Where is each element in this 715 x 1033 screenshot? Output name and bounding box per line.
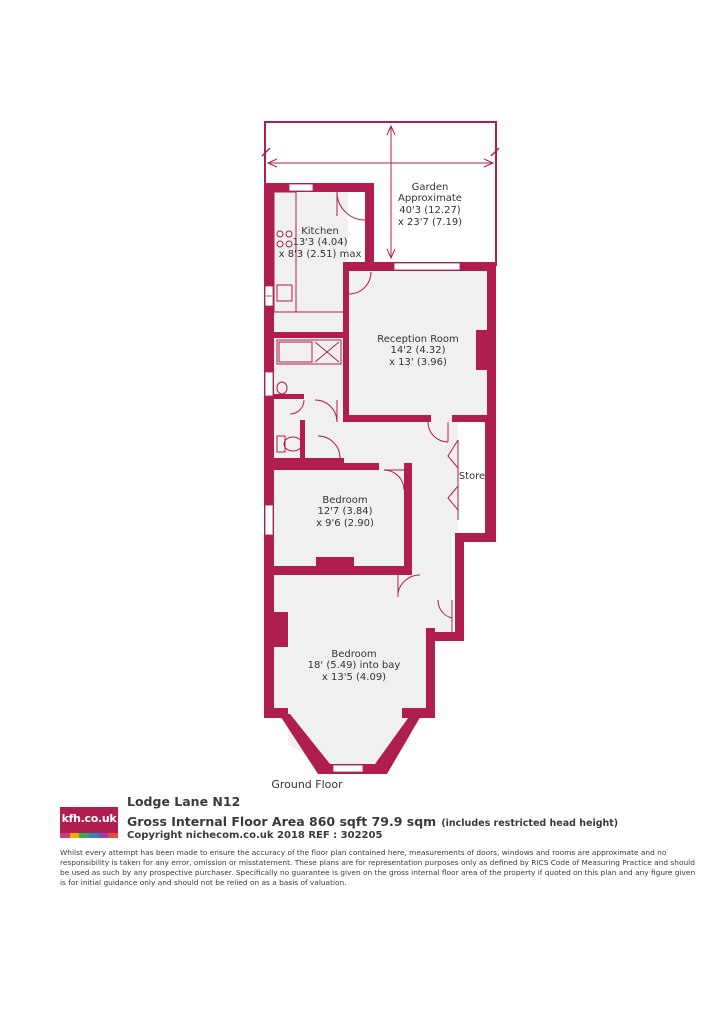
kitchen-dim-1: 13'3 (4.04) bbox=[292, 237, 348, 248]
bedroom1-dim-1: 12'7 (3.84) bbox=[317, 506, 373, 517]
bedroom2-name: Bedroom bbox=[331, 649, 377, 660]
bedroom2-dim-2: x 13'5 (4.09) bbox=[321, 672, 387, 683]
logo-stripe bbox=[99, 833, 109, 838]
floor-area-line bbox=[127, 811, 618, 830]
logo-color-bar bbox=[60, 833, 118, 838]
logo-stripe bbox=[79, 833, 89, 838]
garden-dim-2: x 23'7 (7.19) bbox=[397, 217, 463, 228]
garden-dim-1: 40'3 (12.27) bbox=[399, 205, 461, 216]
garden-name: Garden bbox=[411, 182, 449, 193]
floor-area-note: (includes restricted head height) bbox=[441, 818, 619, 829]
kfh-logo[interactable] bbox=[60, 807, 118, 838]
logo-stripe bbox=[108, 833, 118, 838]
kitchen-name: Kitchen bbox=[301, 226, 339, 237]
bedroom2-dim-1: 18' (5.49) into bay bbox=[307, 660, 401, 671]
reception-dim-1: 14'2 (4.32) bbox=[390, 345, 446, 356]
logo-stripe bbox=[89, 833, 99, 838]
bedroom1-dim-2: x 9'6 (2.90) bbox=[316, 518, 374, 529]
store-name: Store bbox=[458, 471, 486, 482]
bedroom1-name: Bedroom bbox=[322, 495, 368, 506]
copyright: Copyright nichecom.co.uk 2018 REF : 302205 bbox=[127, 830, 383, 841]
logo-stripe bbox=[70, 833, 80, 838]
logo-stripe bbox=[60, 833, 70, 838]
garden-approx: Approximate bbox=[398, 193, 462, 204]
property-address: Lodge Lane N12 bbox=[127, 794, 241, 809]
disclaimer: Whilst every attempt has been made to ensure the accuracy of the floor plan contained here, measurements of doors, windows and rooms are approximate and no responsibility is taken for any error, omission or misstatement. These plans are for representation purposes only as defined by RICS Code of Measuring Practice and should be used as such by any prospective purchaser. Specifically no guarantee is given on the gross internal floor area of the property if quoted on this plan and any figure given is for initial guidance only and should not be relied on as a basis of valuation. bbox=[60, 848, 696, 887]
kitchen-dim-2: x 8'3 (2.51) max bbox=[278, 249, 362, 260]
reception-name: Reception Room bbox=[377, 334, 459, 345]
logo-text: kfh.co.uk bbox=[61, 812, 117, 825]
reception-dim-2: x 13' (3.96) bbox=[389, 357, 447, 368]
floor-area: Gross Internal Floor Area 860 sqft 79.9 sqm bbox=[127, 814, 437, 829]
floor-label: Ground Floor bbox=[271, 778, 343, 790]
